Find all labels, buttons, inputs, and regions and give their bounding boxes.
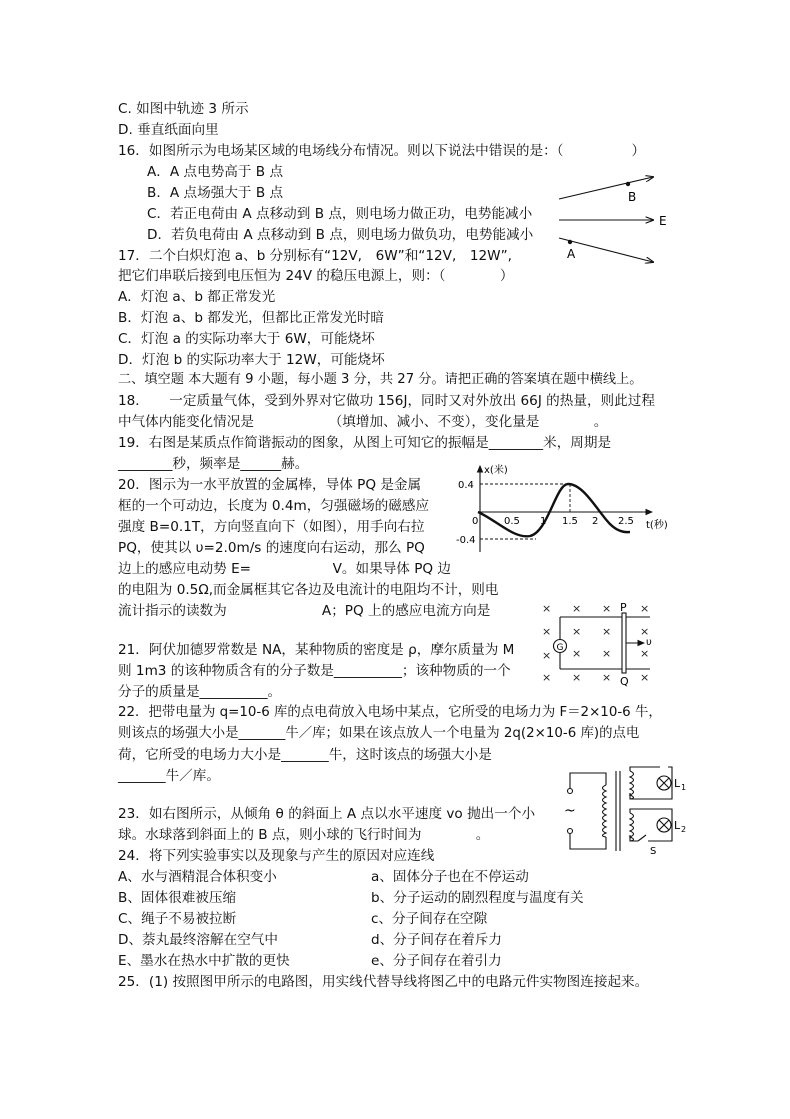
rail-circuit-figure [538,599,664,691]
label-l1: L [674,777,681,790]
svg-text:×: × [602,625,612,638]
label-b: B [628,190,637,204]
q20-line-6: 的电阻为 0.5Ω,而金属框其它各边及电流计的电阻均不计，则电 [118,582,499,598]
q17-stem-1: 17．二个白炽灯泡 a、b 分别标有“12V, 6W”和“12V, 12W”, [118,248,512,264]
label-e: E [659,214,667,228]
rod-pq [622,613,626,673]
q25-stem: 25．(1) 按照图甲所示的电路图，用实线代替导线将图乙中的电路元件实物图连接起来。 [118,974,649,990]
q15-option-c: C. 如图中轨迹 3 所示 [118,101,249,117]
x-tick-2: 2 [592,516,599,527]
q20-line-2: 框的一个可动边，长度为 0.4m，匀强磁场的磁感应 [118,498,430,514]
svg-text:×: × [572,647,582,660]
q17-option-a: A．灯泡 a、b 都正常发光 [118,289,276,305]
lamp-l1-cross [659,778,669,788]
secondary-wire-2 [630,809,672,841]
match-right-e: e、分子间存在着引力 [371,953,502,969]
q16-option-a: A．A 点电势高于 B 点 [147,164,284,180]
q21-line-1: 21．阿伏加德罗常数是 NA，某种物质的密度是 ρ，摩尔质量为 M [118,642,515,658]
y-tick-top: 0.4 [458,480,474,491]
point-a-dot [568,240,572,244]
label-l1-sub: 1 [681,783,687,792]
q16-option-b: B．A 点场强大于 B 点 [147,185,284,201]
x-tick-1: 1 [540,516,547,527]
q22-line-1: 22．把带电量为 q=10-6 库的点电荷放入电场中某点，它所受的电场力为 F＝2×10-6 牛， [118,705,662,720]
galvanometer-label: G [556,643,564,653]
svg-text:×: × [542,602,552,615]
y-axis-label: x(米) [484,465,508,476]
svg-text:×: × [542,649,552,662]
svg-text:×: × [640,625,650,638]
label-q: Q [620,675,629,688]
q22-line-2: 则该点的场强大小是_______牛／库；如果在该点放人一个电量为 2q(2×10-6 库)的点电 [118,726,640,741]
svg-text:×: × [640,602,650,615]
svg-text:×: × [572,602,582,615]
svg-text:×: × [542,625,552,638]
primary-coil [603,785,607,837]
q22-line-3: 荷，它所受的电场力大小是_______牛，这时该点的场强大小是 [118,747,492,763]
terminal-top [568,789,573,794]
label-p: P [620,601,627,614]
shm-graph-figure [456,462,666,554]
match-right-a: a、固体分子也在不停运动 [371,869,529,885]
field-lines-figure [550,168,670,268]
q24-stem: 24．将下列实验事实以及现象与产生的原因对应连线 [118,848,435,864]
q18-line-1: 18． 一定质量气体，受到外界对它做功 156J，同时又对外放出 66J 的热量，则此过程 [118,393,655,409]
y-tick-bottom: -0.4 [456,535,476,546]
q22-line-4: _______牛／库。 [118,768,220,784]
match-left-e: E、墨水在热水中扩散的更快 [118,953,290,969]
secondary-wire-1 [630,767,672,799]
match-right-d: d、分子间存在着斥力 [371,932,502,948]
svg-text:×: × [572,625,582,638]
svg-text:×: × [602,671,612,684]
q18-line-2: 中气体内能变化情况是 （填增加、减小、不变），变化量是 。 [118,414,608,430]
match-left-a: A、水与酒精混合体积变小 [118,869,277,885]
svg-text:×: × [542,671,552,684]
q16-option-c: C．若正电荷由 A 点移动到 B 点，则电场力做正功，电势能减小 [147,206,533,222]
label-a: A [567,247,576,261]
q20-line-7: 流计指示的读数为 A；PQ 上的感应电流方向是 [118,603,491,619]
q16-option-d: D．若负电荷由 A 点移动到 B 点，则电场力做负功，电势能减小 [147,227,534,243]
field-line-top [559,177,653,199]
switch-s [638,835,646,841]
q19-line-1: 19．右图是某质点作简谐振动的图象，从图上可知它的振幅是________米，周期是 [118,435,612,451]
q21-line-2: 则 1m3 的该种物质含有的分子数是__________；该种物质的一个 [118,663,511,679]
q20-line-3: 强度 B=0.1T，方向竖直向下（如图），用手向右拉 [118,519,425,535]
q20-line-5: 边上的感应电动势 E= V。如果导体 PQ 边 [118,561,452,577]
match-right-b: b、分子运动的剧烈程度与温度有关 [371,890,584,906]
x-tick-2-5: 2.5 [618,516,634,527]
section-2-heading: 二、填空题 本大题有 9 小题，每小题 3 分，共 27 分。请把正确的答案填在题中横线上。 [118,372,643,387]
ac-source-symbol: ~ [564,803,576,819]
x-axis-label: t(秒) [646,520,668,531]
label-v: υ [646,637,652,648]
q16-stem: 16．如图所示为电场某区域的电场线分布情况。则以下说法中错误的是：（ ） [118,143,646,159]
lamp-l2-cross [659,820,669,830]
sine-curve [478,484,630,536]
q17-option-c: C．灯泡 a 的实际功率大于 6W，可能烧坏 [118,331,375,347]
q17-option-d: D．灯泡 b 的实际功率大于 12W，可能烧坏 [118,352,385,368]
svg-text:×: × [602,647,612,660]
q23-line-1: 23．如右图所示，从倾角 θ 的斜面上 A 点以水平速度 vo 抛出一个小 [118,806,536,822]
svg-text:×: × [572,671,582,684]
point-b-dot [626,182,630,186]
q23-line-2: 球。水球落到斜面上的 B 点，则小球的飞行时间为 。 [118,827,490,843]
x-tick-1-5: 1.5 [562,516,578,527]
q17-option-b: B．灯泡 a、b 都发光，但都比正常发光时暗 [118,310,385,326]
q15-option-d: D. 垂直纸面向里 [118,122,219,138]
match-right-c: c、分子间存在空隙 [371,911,488,927]
q17-stem-2: 把它们串联后接到电压恒为 24V 的稳压电源上，则：（ ） [118,268,514,284]
match-left-d: D、萘丸最终溶解在空气中 [118,932,278,948]
transformer-circuit-figure [560,765,695,855]
q20-line-1: 20．图示为一水平放置的金属棒，导体 PQ 是金属 [118,477,422,493]
q19-line-2: ________秒，频率是______赫。 [118,456,309,472]
svg-text:×: × [640,647,650,660]
q21-line-3: 分子的质量是__________。 [118,684,282,700]
label-s: S [650,846,657,857]
svg-text:×: × [640,671,650,684]
match-left-c: C、绳子不易被拉断 [118,911,237,927]
label-l2-sub: 2 [681,825,687,834]
x-tick-0: 0 [472,516,479,527]
match-left-b: B、固体很难被压缩 [118,890,237,906]
terminal-bottom [568,829,573,834]
svg-text:×: × [602,602,612,615]
x-tick-0-5: 0.5 [504,516,520,527]
label-l2: L [674,819,681,832]
q20-line-4: PQ，使其以 υ=2.0m/s 的速度向右运动，那么 PQ [118,540,425,556]
